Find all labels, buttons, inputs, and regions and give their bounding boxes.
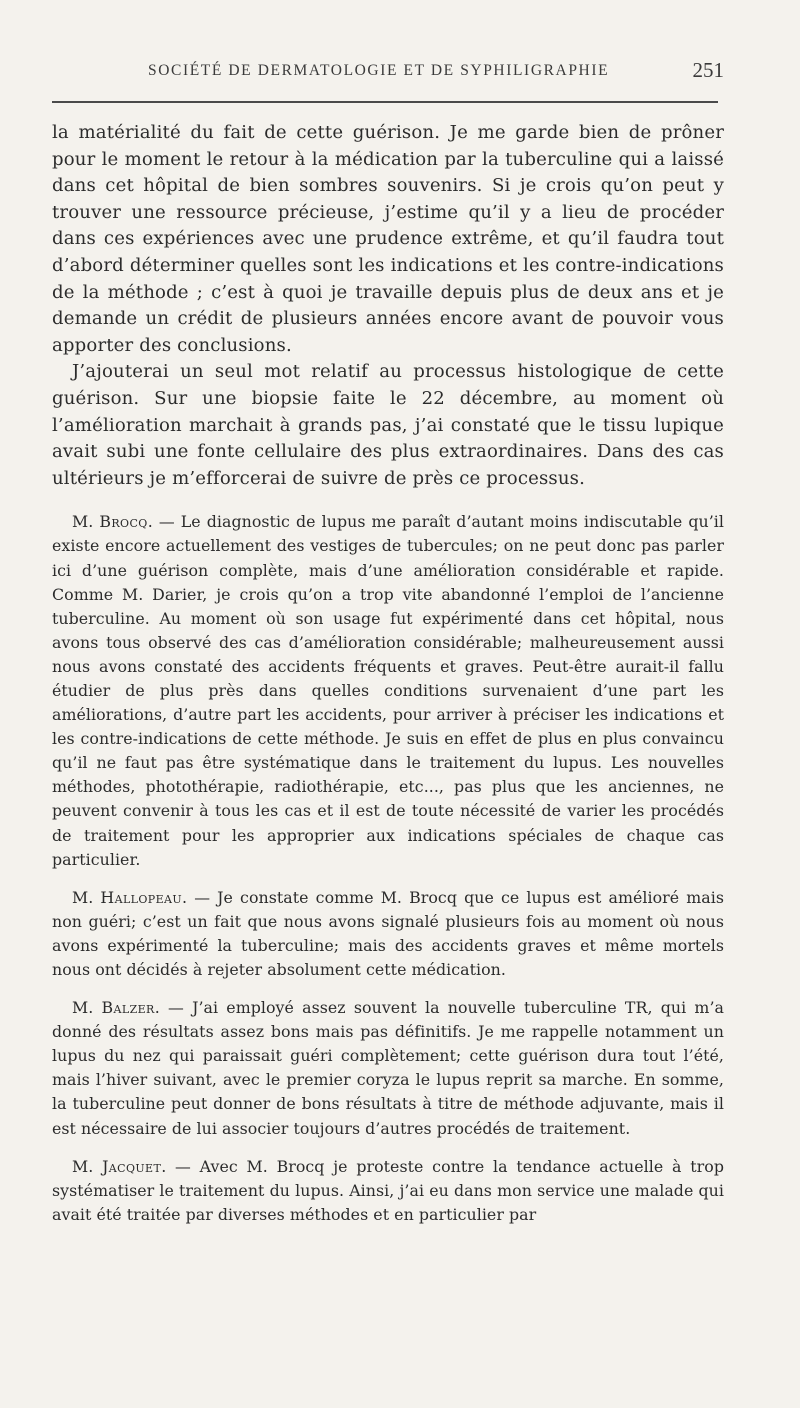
paragraph-histology: J’ajouterai un seul mot relatif au processus histologique de cette guérison. Sur une biopsie faite le 22 décembre, au moment où l’amélioration marchait à grands pas, j’ai constaté que le tissu lupique avait subi une fonte cellulaire des plus extraordinaires. Dans des cas ultérieurs je m’efforcerai de suivre de près ce processus.: [52, 361, 724, 489]
header-rule: [52, 101, 718, 103]
running-head-title: SOCIÉTÉ DE DERMATOLOGIE ET DE SYPHILIGRAPHIE: [148, 62, 610, 79]
speech-text: . — Je constate comme M. Brocq que ce lupus est amélioré mais non guéri; c’est un fait que nous avons signalé plusieurs fois au moment où nous avons expérimenté la tuberculine; mais des accidents graves et même mortels nous ont décidés à rejeter absolument cette médication.: [52, 887, 725, 979]
speech-text: . — Le diagnostic de lupus me paraît d’autant moins indiscutable qu’il existe encore actuellement des vestiges de tubercules; on ne peut donc pas parler ici d’une guérison complète, mais d’une amélioration considérable et rapide. Comme M. Darier, je crois qu’on a trop vite abandonné l’emploi de l’ancienne tuberculine. Au moment où son usage fut expérimenté dans cet hôpital, nous avons tous observé des cas d’amélioration considérable; malheureusement aussi nous avons constaté des accidents fréquents et graves. Peut-être aurait-il fallu étudier de plus près dans quelles conditions survenaient d’une part les améliorations, d’autre part les accidents, pour arriver à préciser les indications et les contre-indications de cette méthode. Je suis en effet de plus en plus convaincu qu’il ne faut pas être systématique dans le traitement du lupus. Les nouvelles méthodes, photothérapie, radiothérapie, etc..., pas plus que les anciennes, ne peuvent convenir à tous les cas et il est de toute nécessité de varier les procédés de traitement pour les approprier aux indications spéciales de chaque cas particulier.: [52, 512, 724, 869]
speech-jacquet: [52, 1155, 724, 1227]
paragraph-continuation: la matérialité du fait de cette guérison. Je me garde bien de prôner pour le moment le retour à la médication par la tuberculine qui a laissé dans cet hôpital de bien sombres souvenirs. Si je crois qu’on peut y trouver une ressource précieuse, j’estime qu’il y a lieu de procéder dans ces expériences avec une prudence extrême, et qu’il faudra tout d’abord déterminer quelles sont les indications et les contre-indications de la méthode ; c’est à quoi je travaille depuis plus de deux ans et je demande un crédit de plusieurs années encore avant de pouvoir vous apporter des conclusions.: [52, 122, 724, 356]
speaker-name: Jacquet: [102, 1156, 162, 1176]
page-body: [52, 120, 724, 1227]
speech-brocq: [52, 510, 724, 871]
speaker-name: Hallopeau: [100, 887, 183, 907]
speaker-prefix: M.: [72, 512, 94, 532]
speaker-prefix: M.: [72, 1156, 94, 1176]
speech-text: . — J’ai employé assez souvent la nouvelle tuberculine TR, qui m’a donné des résultats assez bons mais pas définitifs. Je me rappelle notamment un lupus du nez qui paraissait guéri complètement; cette guérison dura tout l’été, mais l’hiver suivant, avec le premier coryza le lupus reprit sa marche. En somme, la tuberculine peut donner de bons résultats à titre de méthode adjuvante, mais il est nécessaire de lui associer toujours d’autres procédés de traitement.: [52, 998, 724, 1138]
running-header: [52, 58, 724, 88]
speaker-prefix: M.: [72, 887, 94, 907]
speaker-name: Brocq: [99, 512, 148, 532]
speaker-prefix: M.: [72, 998, 94, 1018]
speech-balzer: [52, 996, 724, 1141]
speech-text: . — Avec M. Brocq je proteste contre la tendance actuelle à trop systématiser le traitement du lupus. Ainsi, j’ai eu dans mon service une malade qui avait été traitée par diverses méthodes et en particulier par: [52, 1156, 724, 1224]
speech-hallopeau: [52, 886, 724, 982]
page-number: 251: [692, 58, 724, 82]
speaker-name: Balzer: [101, 998, 155, 1018]
